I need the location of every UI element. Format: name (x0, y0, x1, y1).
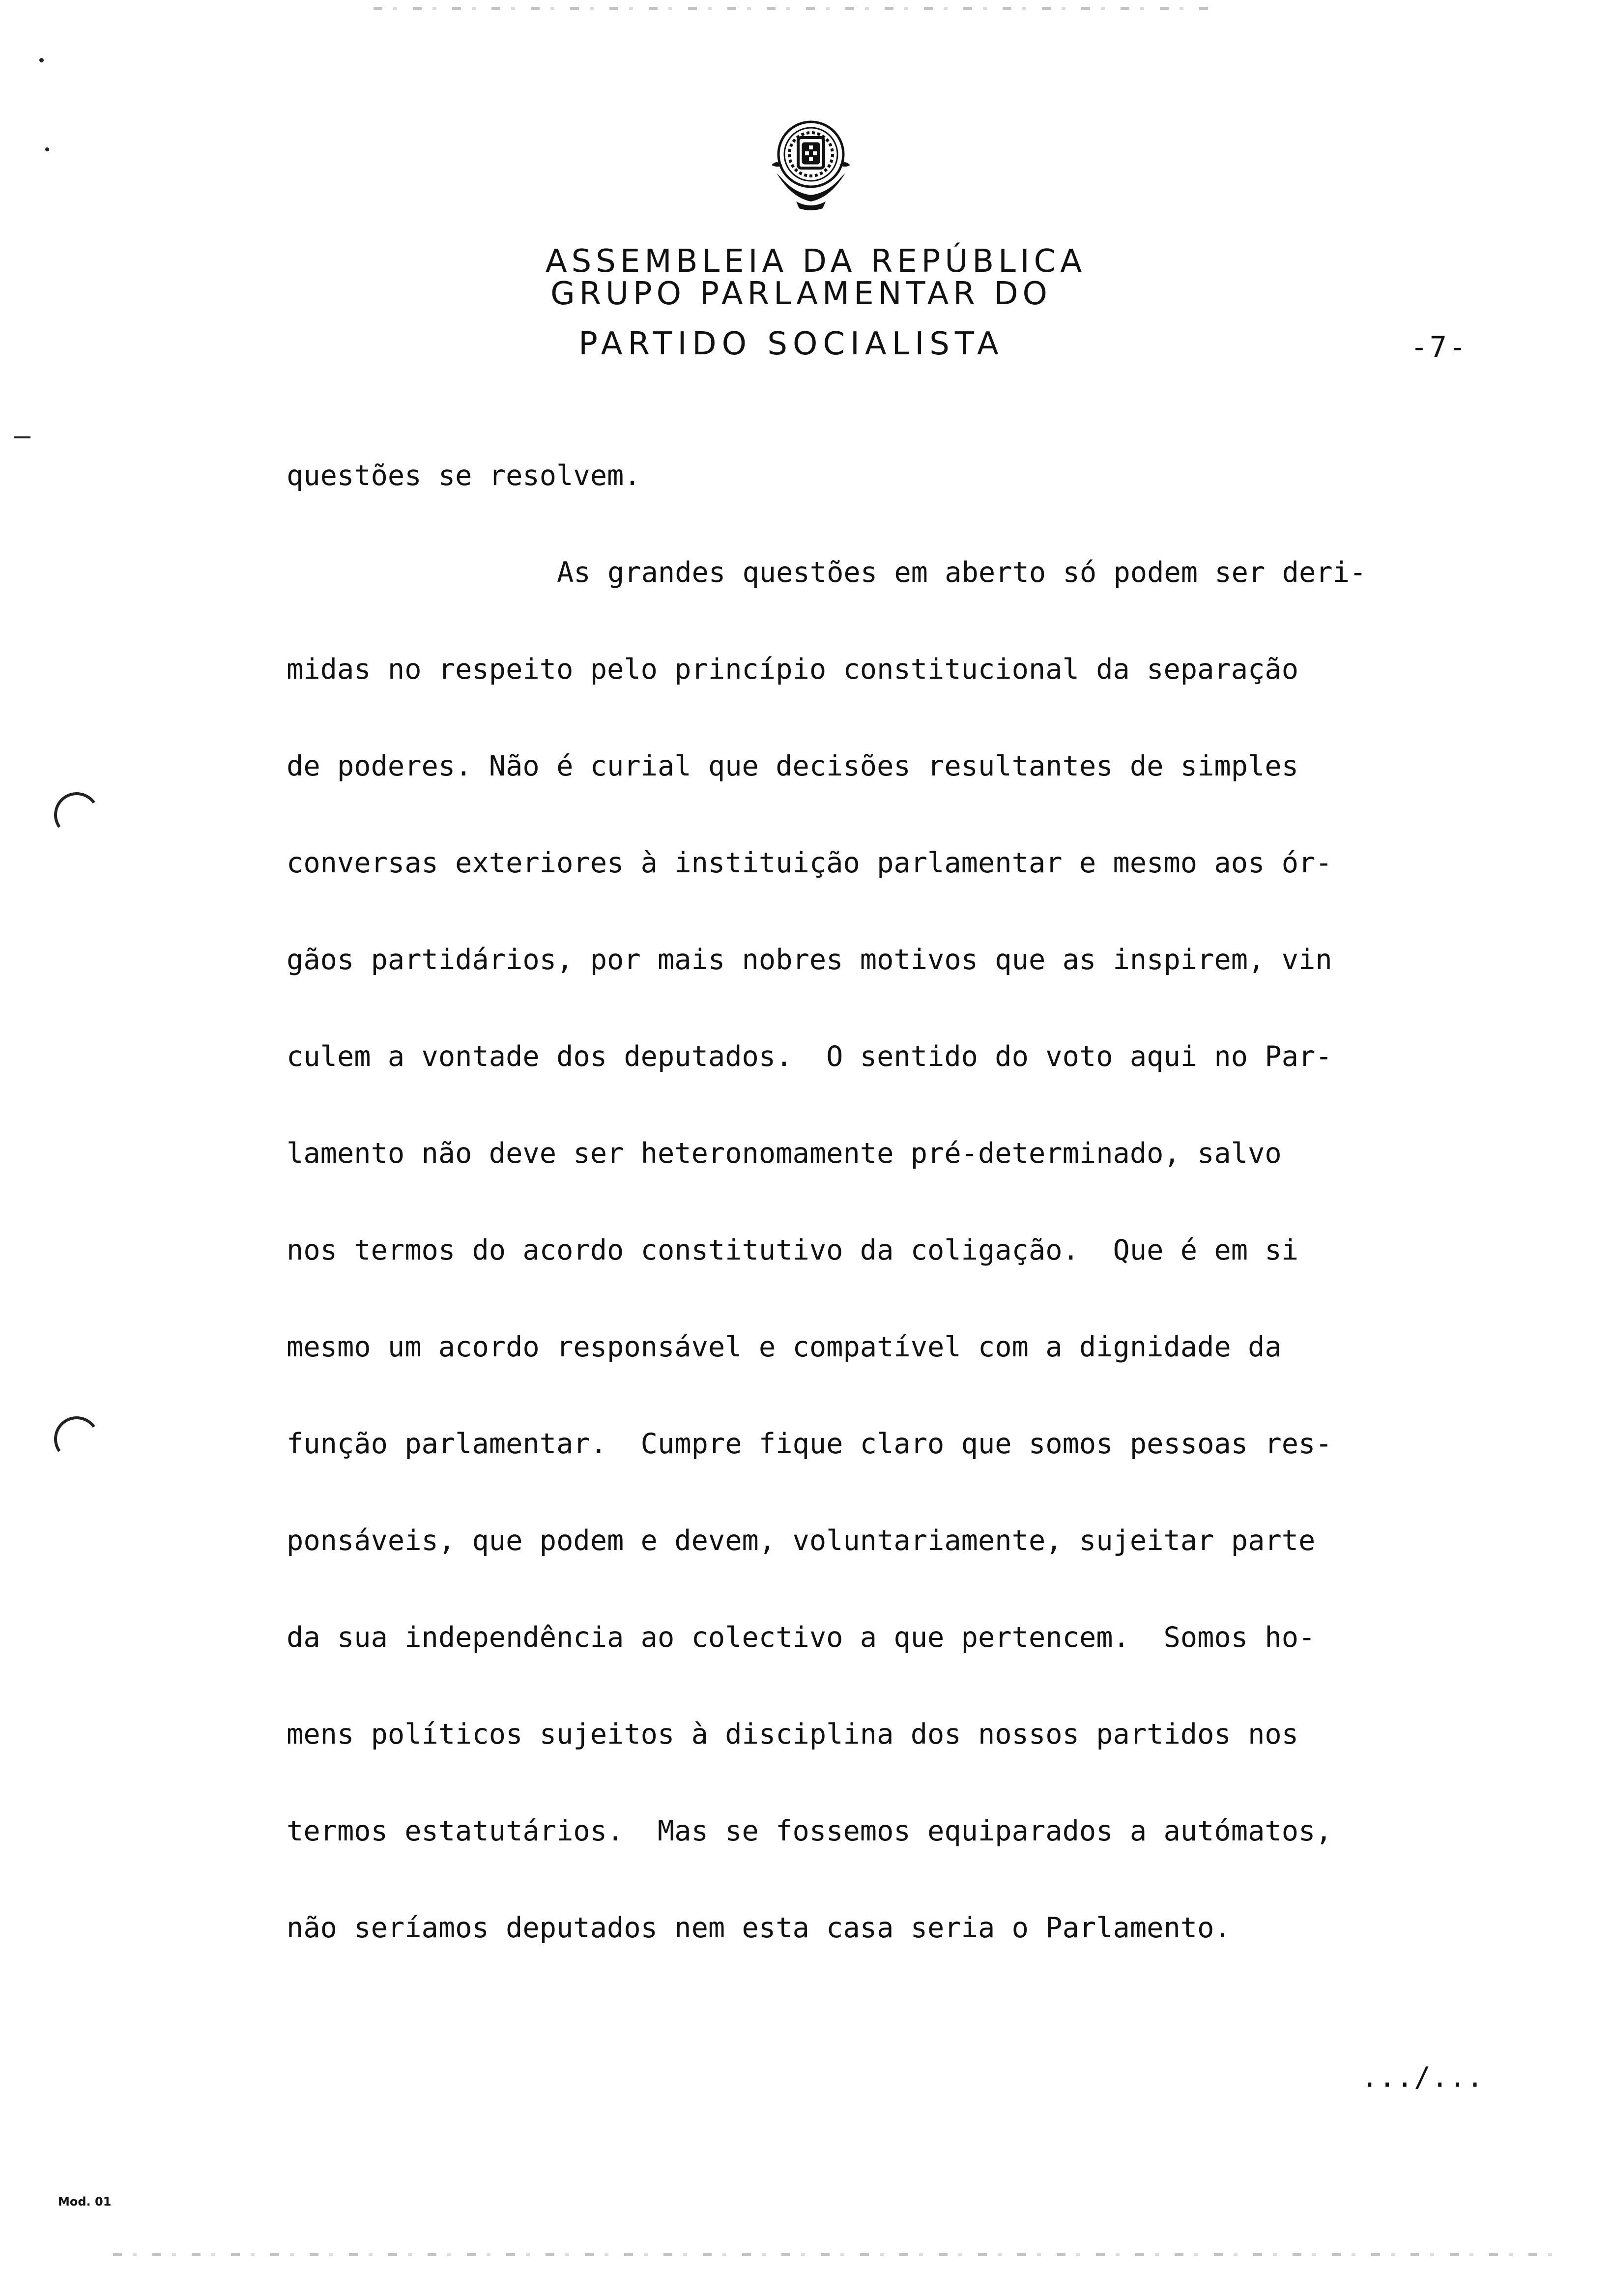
text-line: As grandes questões em aberto só podem ser deri- (557, 556, 1367, 589)
text-line: mens políticos sujeitos à disciplina dos nossos partidos nos (287, 1718, 1299, 1751)
text-line: culem a vontade dos deputados. O sentido do voto aqui no Par- (287, 1040, 1332, 1073)
text-line: função parlamentar. Cumpre fique claro que somos pessoas res- (287, 1428, 1332, 1460)
text-line: termos estatutários. Mas se fossemos equiparados a autómatos, (287, 1815, 1332, 1847)
coat-of-arms-icon (762, 114, 860, 212)
text-line: questões se resolvem. (287, 459, 641, 492)
text-line: nos termos do acordo constitutivo da coligação. Que é em si (287, 1234, 1299, 1266)
scan-edge-top (374, 7, 1209, 10)
scan-edge-bottom (113, 2253, 1568, 2256)
institution-name: ASSEMBLEIA DA REPÚBLICA (545, 243, 1087, 280)
continuation-marker: .../... (1361, 2062, 1485, 2094)
hole-punch-arc (51, 789, 103, 841)
scan-speck (45, 147, 49, 151)
parliamentary-group-line-1: GRUPO PARLAMENTAR DO (550, 276, 1052, 312)
parliamentary-group-line-2: PARTIDO SOCIALISTA (578, 326, 1004, 362)
text-line: da sua independência ao colectivo a que pertencem. Somos ho- (287, 1621, 1316, 1654)
form-code: Mod. 01 (58, 2195, 112, 2209)
scan-mark (14, 436, 30, 438)
page-number: -7- (1410, 330, 1468, 364)
text-line: midas no respeito pelo princípio constitucional da separação (287, 653, 1299, 686)
hole-punch-arc (51, 1413, 103, 1465)
text-line: conversas exteriores à instituição parlamentar e mesmo aos ór- (287, 847, 1332, 879)
text-line: ponsáveis, que podem e devem, voluntariamente, sujeitar parte (287, 1524, 1316, 1557)
text-line: lamento não deve ser heteronomamente pré-determinado, salvo (287, 1137, 1282, 1170)
text-line: não seríamos deputados nem esta casa seria o Parlamento. (287, 1912, 1231, 1944)
body-text (287, 428, 1500, 1977)
scan-speck (39, 58, 44, 62)
text-line: de poderes. Não é curial que decisões resultantes de simples (287, 750, 1299, 782)
text-line: gãos partidários, por mais nobres motivos que as inspirem, vin (287, 944, 1332, 976)
text-line: mesmo um acordo responsável e compatível com a dignidade da (287, 1331, 1282, 1363)
